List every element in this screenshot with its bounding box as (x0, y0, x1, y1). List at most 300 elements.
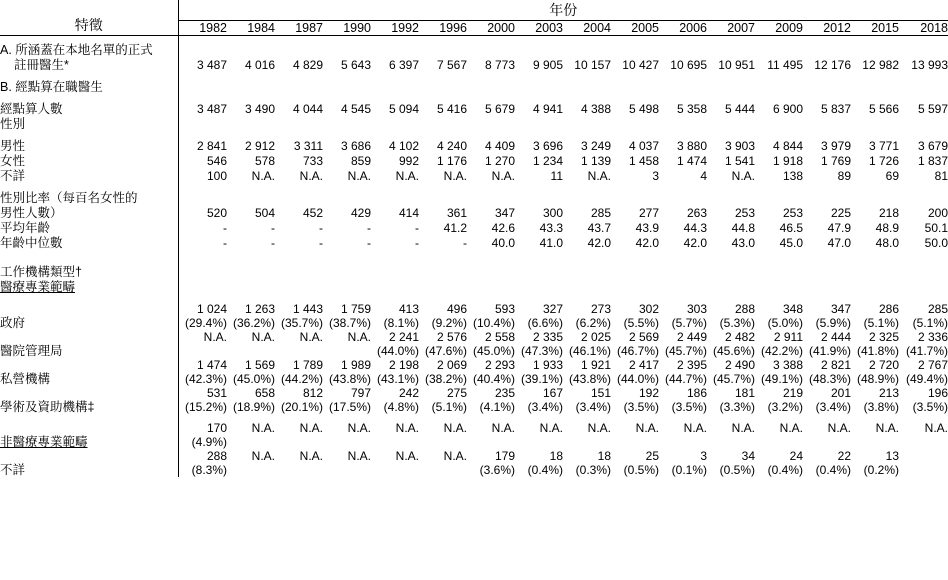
cell-value: 5 358 (676, 102, 707, 116)
cell-percent: (48.3%) (808, 372, 851, 386)
row-label-counted-number: 經點算人數 (0, 102, 178, 117)
cell-percent: (42.3%) (184, 372, 227, 386)
spacer-row (0, 184, 948, 191)
cell-value: 45.0 (779, 236, 803, 250)
table-row (0, 139, 948, 154)
cell-value: 196 (927, 386, 948, 400)
cell-value: 3 696 (532, 139, 563, 153)
cell-value: 1 769 (820, 154, 851, 168)
table-row (0, 102, 948, 117)
cell-value: 285 (590, 206, 611, 220)
cell-value: 300 (542, 206, 563, 220)
cell-value: N.A. (731, 421, 755, 435)
cell-value: N.A. (587, 169, 611, 183)
cell-percent: (3.4%) (575, 400, 611, 414)
cell-percent: (0.4%) (527, 463, 563, 477)
cell-percent: (0.4%) (815, 463, 851, 477)
cell-value: 4 (700, 169, 707, 183)
cell-value: 138 (782, 169, 803, 183)
cell-value: N.A. (491, 169, 515, 183)
cell-value: 1 474 (676, 154, 707, 168)
table-row (0, 449, 948, 463)
cell-value: 546 (206, 154, 227, 168)
cell-value: 2 569 (628, 330, 659, 344)
cell-value: 1 989 (340, 358, 371, 372)
row-label-counted-heading: B. 經點算在職醫生 (0, 80, 178, 95)
cell-value: - (463, 236, 467, 250)
row-label-median-age: 年齡中位數 (0, 236, 178, 251)
cell-value: 4 844 (772, 139, 803, 153)
cell-value: 13 (885, 449, 899, 463)
cell-value: 347 (494, 206, 515, 220)
cell-percent: (4.9%) (191, 435, 227, 449)
row-label-unknown-workplace: 不詳 (0, 449, 178, 477)
cell-value: 2 198 (388, 358, 419, 372)
cell-value: 2 720 (868, 358, 899, 372)
cell-value: 1 933 (532, 358, 563, 372)
cell-value: 1 837 (917, 154, 948, 168)
cell-value: N.A. (299, 330, 323, 344)
cell-value: N.A. (827, 421, 851, 435)
cell-value: 3 487 (196, 102, 227, 116)
cell-value: 504 (254, 206, 275, 220)
spacer-row (0, 295, 948, 302)
year-col-2015: 2015 (851, 21, 899, 36)
year-col-2018: 2018 (899, 21, 948, 36)
cell-value: 2 335 (532, 330, 563, 344)
cell-value: 9 905 (532, 58, 563, 72)
cell-value: 263 (686, 206, 707, 220)
cell-value: 44.8 (731, 221, 755, 235)
row-label-mean-age: 平均年齡 (0, 221, 178, 236)
cell-value: 1 176 (436, 154, 467, 168)
cell-value: 348 (782, 302, 803, 316)
cell-value (899, 449, 948, 463)
cell-value: - (223, 221, 227, 235)
cell-value: 992 (398, 154, 419, 168)
cell-value: N.A. (347, 421, 371, 435)
cell-percent: (44.0%) (376, 344, 419, 358)
cell-value: 859 (350, 154, 371, 168)
cell-percent: (45.0%) (232, 372, 275, 386)
cell-value: 42.0 (587, 236, 611, 250)
cell-value: 1 726 (868, 154, 899, 168)
cell-percent: (5.1%) (431, 400, 467, 414)
cell-value: 4 016 (244, 58, 275, 72)
cell-value: 2 912 (244, 139, 275, 153)
cell-value: 5 498 (628, 102, 659, 116)
row-label-workplace-heading: 工作機構類型† (0, 265, 178, 280)
cell-value: 253 (734, 206, 755, 220)
cell-value: 179 (494, 449, 515, 463)
cell-value: 43.3 (539, 221, 563, 235)
row-label-registered-line1: A. 所涵蓋在本地名單的正式 (0, 43, 153, 57)
cell-percent: (45.7%) (664, 344, 707, 358)
cell-percent: (3.5%) (671, 400, 707, 414)
cell-value: 797 (350, 386, 371, 400)
row-label-registered (0, 43, 178, 73)
cell-percent: (3.4%) (815, 400, 851, 414)
year-col-2006: 2006 (659, 21, 707, 36)
cell-value: 22 (837, 449, 851, 463)
cell-percent (563, 435, 611, 449)
year-col-2000: 2000 (467, 21, 515, 36)
cell-value: N.A. (251, 421, 275, 435)
cell-value: N.A. (347, 449, 371, 463)
cell-value: 1 569 (244, 358, 275, 372)
cell-value: 303 (686, 302, 707, 316)
table-row (0, 80, 948, 95)
cell-value: 3 903 (724, 139, 755, 153)
table-row (0, 280, 948, 295)
cell-percent: (18.9%) (232, 400, 275, 414)
cell-value: 2 069 (436, 358, 467, 372)
cell-percent (275, 463, 323, 477)
cell-percent: (5.1%) (863, 316, 899, 330)
cell-value: 3 771 (868, 139, 899, 153)
cell-value: 2 395 (676, 358, 707, 372)
cell-percent: (44.2%) (280, 372, 323, 386)
cell-value: 4 545 (340, 102, 371, 116)
cell-percent: (4.8%) (383, 400, 419, 414)
cell-value: 10 695 (670, 58, 707, 72)
cell-value: 2 576 (436, 330, 467, 344)
row-label-unknown-sex: 不詳 (0, 169, 178, 184)
cell-value: N.A. (347, 330, 371, 344)
cell-percent: (5.3%) (719, 316, 755, 330)
cell-percent: (41.7%) (905, 344, 948, 358)
cell-value: N.A. (251, 330, 275, 344)
cell-value: N.A. (299, 449, 323, 463)
cell-value: 2 841 (196, 139, 227, 153)
cell-percent (851, 435, 899, 449)
table-row (0, 330, 948, 344)
cell-percent: (29.4%) (184, 316, 227, 330)
cell-value: 219 (782, 386, 803, 400)
cell-percent: (45.7%) (712, 372, 755, 386)
cell-value: 8 773 (484, 58, 515, 72)
row-label-sex-ratio-line1: 性別比率（每百名女性的 (0, 191, 138, 205)
table-row (0, 265, 948, 280)
cell-value: N.A. (395, 449, 419, 463)
cell-value: 10 951 (718, 58, 755, 72)
cell-value: 48.0 (875, 236, 899, 250)
cell-value: 235 (494, 386, 515, 400)
cell-value: 46.5 (779, 221, 803, 235)
cell-percent: (8.3%) (191, 463, 227, 477)
cell-percent (371, 435, 419, 449)
cell-value: 11 (550, 169, 563, 183)
cell-value: 2 821 (820, 358, 851, 372)
cell-percent (275, 344, 323, 358)
cell-value: 3 487 (196, 58, 227, 72)
row-label-hospital-authority: 醫院管理局 (0, 330, 178, 358)
cell-percent: (20.1%) (280, 400, 323, 414)
cell-value: 285 (927, 302, 948, 316)
cell-value: N.A. (491, 421, 515, 435)
cell-percent: (41.9%) (808, 344, 851, 358)
cell-value: 3 679 (917, 139, 948, 153)
cell-percent (227, 435, 275, 449)
cell-percent (515, 435, 563, 449)
cell-value: 6 900 (772, 102, 803, 116)
table-row (0, 154, 948, 169)
table-row (0, 358, 948, 372)
cell-value: 4 102 (388, 139, 419, 153)
row-label-non-medical-sector: 非醫療專業範疇 (0, 421, 178, 449)
cell-value: 225 (830, 206, 851, 220)
cell-percent: (3.2%) (767, 400, 803, 414)
cell-value: 3 979 (820, 139, 851, 153)
cell-value: 3 311 (293, 139, 323, 153)
cell-value: 170 (206, 421, 227, 435)
cell-value: 42.0 (635, 236, 659, 250)
cell-percent: (3.5%) (623, 400, 659, 414)
cell-value: 593 (494, 302, 515, 316)
cell-percent: (3.6%) (479, 463, 515, 477)
cell-value: 2 490 (724, 358, 755, 372)
cell-value: 13 993 (911, 58, 948, 72)
cell-value: 4 240 (436, 139, 467, 153)
cell-percent (899, 463, 948, 477)
cell-value: 10 427 (622, 58, 659, 72)
cell-value: 2 911 (773, 330, 803, 344)
cell-value: - (271, 221, 275, 235)
cell-percent: (6.6%) (527, 316, 563, 330)
cell-value: 2 241 (388, 330, 419, 344)
cell-value: - (415, 236, 419, 250)
cell-percent: (36.2%) (232, 316, 275, 330)
cell-percent: (49.4%) (905, 372, 948, 386)
cell-value: 2 558 (484, 330, 515, 344)
row-label-medical-sector-heading: 醫療專業範疇 (0, 280, 178, 295)
cell-value: 213 (878, 386, 899, 400)
cell-value: 41.0 (539, 236, 563, 250)
cell-value: N.A. (299, 169, 323, 183)
cell-percent (178, 344, 227, 358)
cell-value: 42.0 (683, 236, 707, 250)
row-label-government: 政府 (0, 302, 178, 330)
spacer-row (0, 36, 948, 44)
cell-value: N.A. (395, 169, 419, 183)
cell-value: 40.0 (491, 236, 515, 250)
cell-percent (803, 435, 851, 449)
row-label-private: 私營機構 (0, 358, 178, 386)
cell-value: N.A. (395, 421, 419, 435)
cell-value: 4 409 (484, 139, 515, 153)
cell-value: 1 270 (484, 154, 515, 168)
cell-value: 69 (885, 169, 899, 183)
cell-value: 12 982 (862, 58, 899, 72)
cell-value: 181 (734, 386, 755, 400)
cell-value: 7 567 (436, 58, 467, 72)
cell-value: 2 336 (917, 330, 948, 344)
cell-value: 302 (638, 302, 659, 316)
year-col-1992: 1992 (371, 21, 419, 36)
spacer-row (0, 258, 948, 265)
row-label-male: 男性 (0, 139, 178, 154)
cell-value: 200 (927, 206, 948, 220)
cell-percent (227, 463, 275, 477)
cell-value: 1 263 (244, 302, 275, 316)
year-col-2003: 2003 (515, 21, 563, 36)
cell-value: 496 (446, 302, 467, 316)
cell-value: 5 597 (917, 102, 948, 116)
cell-percent: (3.8%) (863, 400, 899, 414)
cell-value: 100 (206, 169, 227, 183)
cell-value: 44.3 (683, 221, 707, 235)
cell-value: 361 (446, 206, 467, 220)
cell-percent (323, 344, 371, 358)
cell-value: 151 (590, 386, 611, 400)
cell-percent (419, 463, 467, 477)
cell-value: 43.7 (587, 221, 611, 235)
year-col-2005: 2005 (611, 21, 659, 36)
cell-value: 578 (254, 154, 275, 168)
cell-value: 5 444 (724, 102, 755, 116)
cell-value: N.A. (587, 421, 611, 435)
cell-value: N.A. (683, 421, 707, 435)
cell-percent (227, 344, 275, 358)
cell-value: - (415, 221, 419, 235)
cell-value: - (223, 236, 227, 250)
year-col-2007: 2007 (707, 21, 755, 36)
cell-percent (323, 435, 371, 449)
cell-value: N.A. (299, 421, 323, 435)
cell-value: N.A. (203, 330, 227, 344)
year-col-2009: 2009 (755, 21, 803, 36)
cell-percent: (41.8%) (856, 344, 899, 358)
cell-value: 286 (878, 302, 899, 316)
cell-value: 201 (830, 386, 851, 400)
cell-percent: (35.7%) (280, 316, 323, 330)
cell-percent: (3.3%) (719, 400, 755, 414)
cell-percent (659, 435, 707, 449)
cell-percent: (44.0%) (616, 372, 659, 386)
cell-value: 347 (830, 302, 851, 316)
cell-value: 275 (446, 386, 467, 400)
cell-value: 658 (254, 386, 275, 400)
cell-value: 253 (782, 206, 803, 220)
cell-value: 18 (549, 449, 563, 463)
row-label-sex-heading: 性別 (0, 117, 178, 132)
cell-value: 18 (597, 449, 611, 463)
cell-value: 50.0 (924, 236, 948, 250)
cell-value: 520 (206, 206, 227, 220)
spacer-row (0, 251, 948, 258)
cell-percent: (46.7%) (616, 344, 659, 358)
cell-value: 4 044 (292, 102, 323, 116)
cell-value: 1 759 (340, 302, 371, 316)
cell-value: 452 (302, 206, 323, 220)
cell-percent: (5.1%) (912, 316, 948, 330)
year-col-2004: 2004 (563, 21, 611, 36)
cell-percent: (39.1%) (520, 372, 563, 386)
cell-value: - (319, 236, 323, 250)
cell-value: 2 025 (580, 330, 611, 344)
cell-value: 48.9 (875, 221, 899, 235)
cell-value: 47.0 (827, 236, 851, 250)
cell-percent: (44.7%) (664, 372, 707, 386)
cell-value: 25 (645, 449, 659, 463)
row-label-sex-ratio (0, 191, 178, 221)
cell-percent: (0.1%) (671, 463, 707, 477)
year-col-1996: 1996 (419, 21, 467, 36)
table-row (0, 236, 948, 251)
cell-percent: (15.2%) (184, 400, 227, 414)
year-col-1990: 1990 (323, 21, 371, 36)
cell-percent (755, 435, 803, 449)
table-row (0, 191, 948, 221)
cell-percent (467, 435, 515, 449)
cell-percent: (40.4%) (472, 372, 515, 386)
cell-value: 242 (398, 386, 419, 400)
cell-value: 6 397 (388, 58, 419, 72)
cell-percent: (0.5%) (719, 463, 755, 477)
cell-percent (323, 463, 371, 477)
cell-value: N.A. (251, 169, 275, 183)
cell-value: 2 767 (917, 358, 948, 372)
cell-value: 531 (206, 386, 227, 400)
cell-percent: (43.8%) (568, 372, 611, 386)
cell-value: 4 037 (628, 139, 659, 153)
cell-value: N.A. (635, 421, 659, 435)
cell-value: 41.2 (443, 221, 467, 235)
cell-value: 273 (590, 302, 611, 316)
cell-value: 43.0 (731, 236, 755, 250)
cell-value: 186 (686, 386, 707, 400)
cell-value: 192 (638, 386, 659, 400)
cell-percent: (42.2%) (760, 344, 803, 358)
cell-value: 3 249 (580, 139, 611, 153)
row-label-sex-ratio-line2: 男性人數） (0, 206, 63, 220)
cell-value: - (319, 221, 323, 235)
cell-value: 733 (302, 154, 323, 168)
cell-value: N.A. (347, 169, 371, 183)
cell-percent: (5.7%) (671, 316, 707, 330)
cell-value: 4 941 (532, 102, 563, 116)
cell-value: 42.6 (491, 221, 515, 235)
cell-percent: (5.9%) (815, 316, 851, 330)
cell-value: 327 (542, 302, 563, 316)
cell-percent: (45.6%) (712, 344, 755, 358)
cell-value: 47.9 (827, 221, 851, 235)
table-row (0, 221, 948, 236)
cell-value: 5 094 (388, 102, 419, 116)
cell-value: 1 443 (292, 302, 323, 316)
cell-percent: (6.2%) (575, 316, 611, 330)
table-row (0, 302, 948, 316)
cell-percent (899, 435, 948, 449)
cell-percent: (8.1%) (383, 316, 419, 330)
cell-value: N.A. (731, 169, 755, 183)
cell-value: 288 (734, 302, 755, 316)
cell-value: 414 (398, 206, 419, 220)
row-label-academic: 學術及資助機構‡ (0, 386, 178, 414)
cell-percent: (17.5%) (328, 400, 371, 414)
cell-value: 4 388 (580, 102, 611, 116)
cell-value: 1 458 (628, 154, 659, 168)
cell-value: 24 (789, 449, 803, 463)
cell-percent (611, 435, 659, 449)
cell-value: 81 (934, 169, 948, 183)
cell-percent: (10.4%) (472, 316, 515, 330)
cell-value: 4 829 (292, 58, 323, 72)
cell-percent: (0.2%) (863, 463, 899, 477)
table-header-top-row (0, 0, 948, 21)
cell-value: N.A. (443, 169, 467, 183)
table-row (0, 421, 948, 435)
